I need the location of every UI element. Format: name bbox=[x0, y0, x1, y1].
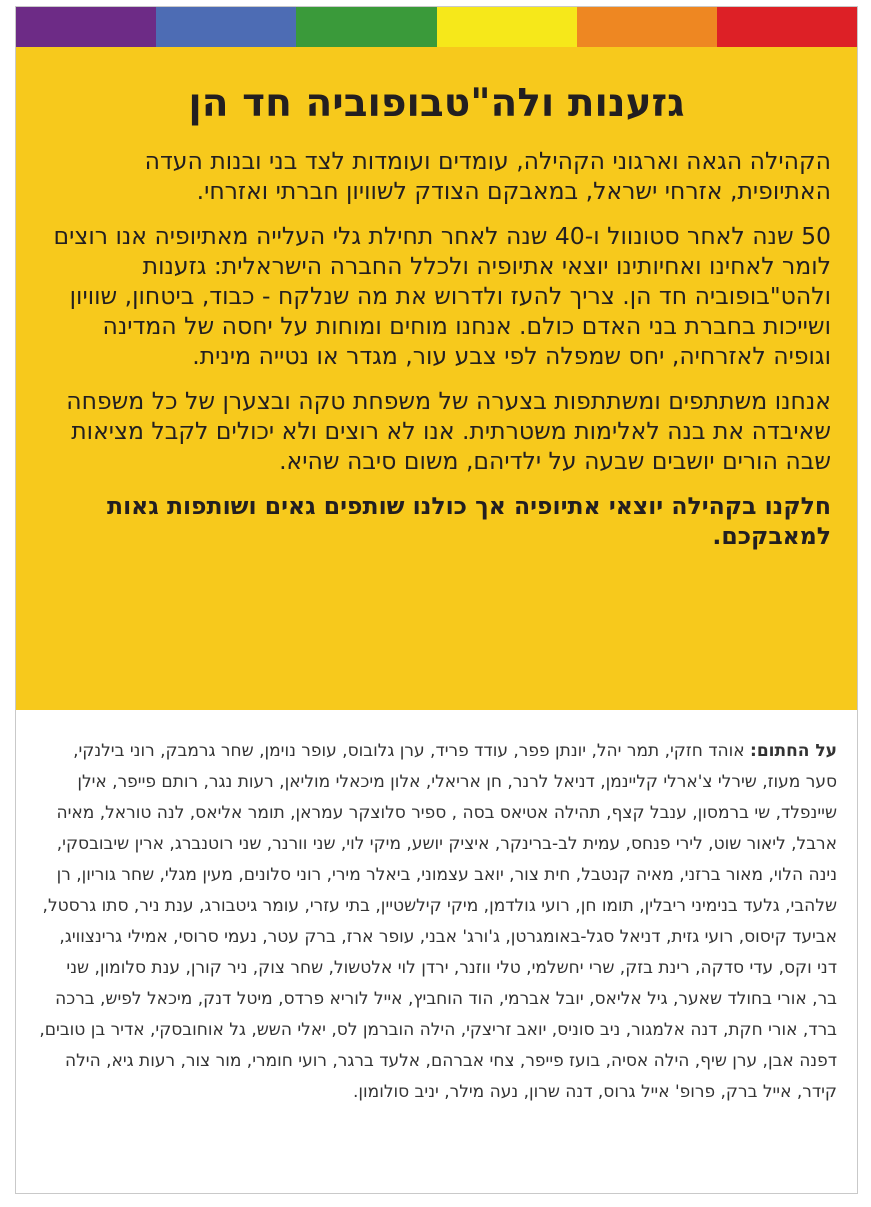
paragraph-3: אנחנו משתתפים ומשתתפות בצערה של משפחת טקה ובצערן של כל משפחה שאיבדה את בנה לאלימות משטרתית. אנו לא רוצים ולא יכולים לקבל מציאות שבה הורים יושבים שבעה על ילדיהם, משום סיבה שהיא. bbox=[66, 386, 831, 475]
paragraph-2: 50 שנה לאחר סטונוול ו-40 שנה לאחר תחילת גלי העלייה מאתיופיה אנו רוצים לומר לאחינו ואחיותינו יוצאי אתיופיה ולכלל החברה הישראלית: גזענות ולהט"בופוביה חד הן. צריך להעז ולדרוש את מה שנלקח - כבוד, ביטחון, שוויון ושייכות בחברת בני האדם כולם. אנחנו מוחים ומוחות על יחסה של המדינה וגופיה לאזרחיה, יחס שמפלה לפי צבע עור, מגדר או נטייה מינית. bbox=[53, 221, 831, 370]
ad-frame bbox=[15, 6, 858, 1194]
stripe-yellow bbox=[437, 7, 577, 47]
stripe-green bbox=[296, 7, 436, 47]
closing-statement: חלקנו בקהילה יוצאי אתיופיה אך כולנו שותפים גאים ושותפות גאות למאבקכם. bbox=[107, 491, 831, 550]
stripe-blue bbox=[156, 7, 296, 47]
signatures-block bbox=[16, 710, 857, 1108]
signatures-label: על החתום: bbox=[750, 741, 837, 761]
statement-panel bbox=[16, 47, 857, 710]
paragraph-1: הקהילה הגאה וארגוני הקהילה, עומדים ועומדות לצד בני ובנות העדה האתיופית, אזרחי ישראל, במאבקם הצודק לשוויון חברתי ואזרחי. bbox=[144, 146, 831, 205]
rainbow-flag-stripe bbox=[16, 7, 857, 47]
signatures-names: אוהד חזקי, תמר יהל, יונתן פפר, עודד פריד, ערן גלובוס, עופר נוימן, שחר גרמבק, רוני בילנקי, סער מעוז, שירלי צ'ארלי קליינמן, דניאל לרנר, חן אריאלי, אלון מיכאלי מוליאן, רעות נגר, רותם פייפר, אילן שיינפלד, שי ברמסון, ענבל קצף, תהילה אטיאס בסה , ספיר סלוצקר עמראן, תומר אליאס, לנה טוראל, מאיה ארבל, ליאור שוט, לירי פנחס, עמית לב-ברינקר, איציק יושע, מיקי לוי, שני וורנר, שני רוטנברג, ארין שיבובסקי, נינה הלוי, מאור ברזני, מאיה קנטבל, חית צור, יואב עצמוני, ביאלר מירי, רוני סלונים, מעין מגלי, שחר גוריון, רן שלהבי, גלעד בנימיני ריבלין, תומו חן, רועי גולדמן, מיקי קילשטיין, בתי עזרי, עומר גיטבורג, ענת ניר, סתו גרסטל, אביעד קיסוס, רועי גזית, דניאל סגל-באומגרטן, ג'ורג' אבני, עופר ארז, ברק עטר, נעמי סרוסי, אמילי גרינצוויג, דני וקס, עדי סדקה, רינת בזק, שרי יחשלמי, טלי ווזנר, ירדן לוי אלטשול, שחר צוק, ניר קורן, ענת סלומון, שני בר, אורי בחולד שאער, גיל אליאס, יובל אברמי, הוד הוחביץ, אייל לוריא פרדס, מיטל דנק, מיכאל לפיש, ברכה ברד, אורי חקת, דנה אלמגור, ניב סוניס, יואב זריצקי, הילה הוברמן לס, יאלי השש, גל אוחובסקי, אדיר בן טובים, דפנה אבן, ערן שיף, הילה אסיה, בועז פייפר, צחי אברהם, אלעד ברגר, רועי חומרי, מור צור, רעות גיא, הילה קידר, אייל ברק, פרופ' אייל גרוס, דנה שרון, נעה מילר, יניב סולומון. bbox=[39, 741, 837, 1102]
headline: גזענות ולה"טבופוביה חד הן bbox=[188, 81, 685, 126]
stripe-orange bbox=[577, 7, 717, 47]
stripe-purple bbox=[16, 7, 156, 47]
stripe-red bbox=[717, 7, 857, 47]
